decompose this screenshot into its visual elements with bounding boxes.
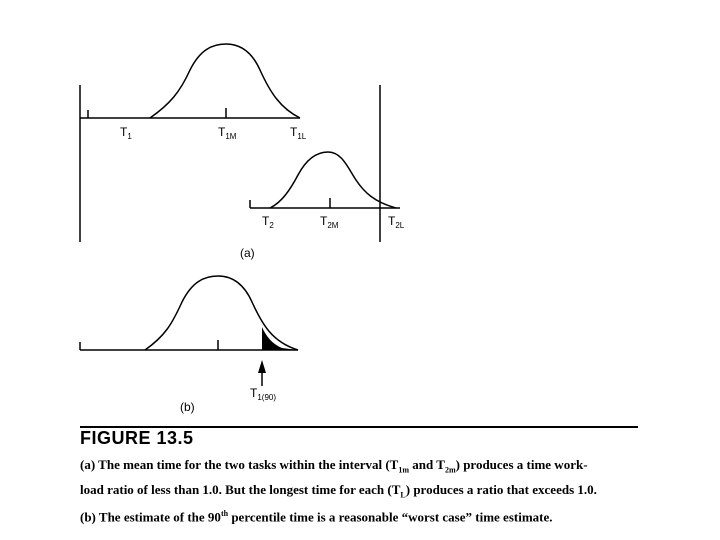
task1-distribution-curve: [150, 44, 300, 118]
panel-b-distribution-curve: [145, 276, 298, 350]
caption-line-1: (a) The mean time for the two tasks within the interval ($T_{1m}$ and $T_{2m}$) produces a time work-: [80, 457, 588, 475]
tick-label-t1l: $T_{1L}$: [290, 125, 307, 141]
panel-b-labels: [180, 386, 276, 414]
panel-b: [80, 276, 298, 386]
tick-label-t1: $T_1$: [120, 125, 132, 141]
figure-caption: [80, 455, 650, 527]
percentile-arrow-head: [258, 360, 266, 373]
tick-label-t2l: $T_{2L}$: [388, 214, 405, 230]
panel-a-label: (a): [240, 246, 255, 260]
tick-label-t2m: $T_{2M}$: [320, 214, 339, 230]
panel-b-label: (b): [180, 400, 195, 414]
panel-a: [80, 44, 400, 242]
tick-label-t1m: $T_{1M}$: [218, 125, 237, 141]
panel-a-labels: [120, 125, 405, 260]
figure-title: FIGURE 13.5: [80, 428, 194, 448]
tick-label-t190: $T_{1(90)}$: [250, 386, 277, 402]
task2-distribution-curve: [270, 152, 396, 208]
caption-line-3: (b) The estimate of the 90th percentile time is a reasonable “worst case” time estimate.: [80, 509, 553, 525]
caption-line-2: load ratio of less than 1.0. But the longest time for each $(T_L)$ produces a ratio that exceeds 1.0.: [80, 481, 597, 500]
tick-label-t2: $T_2$: [262, 214, 274, 230]
